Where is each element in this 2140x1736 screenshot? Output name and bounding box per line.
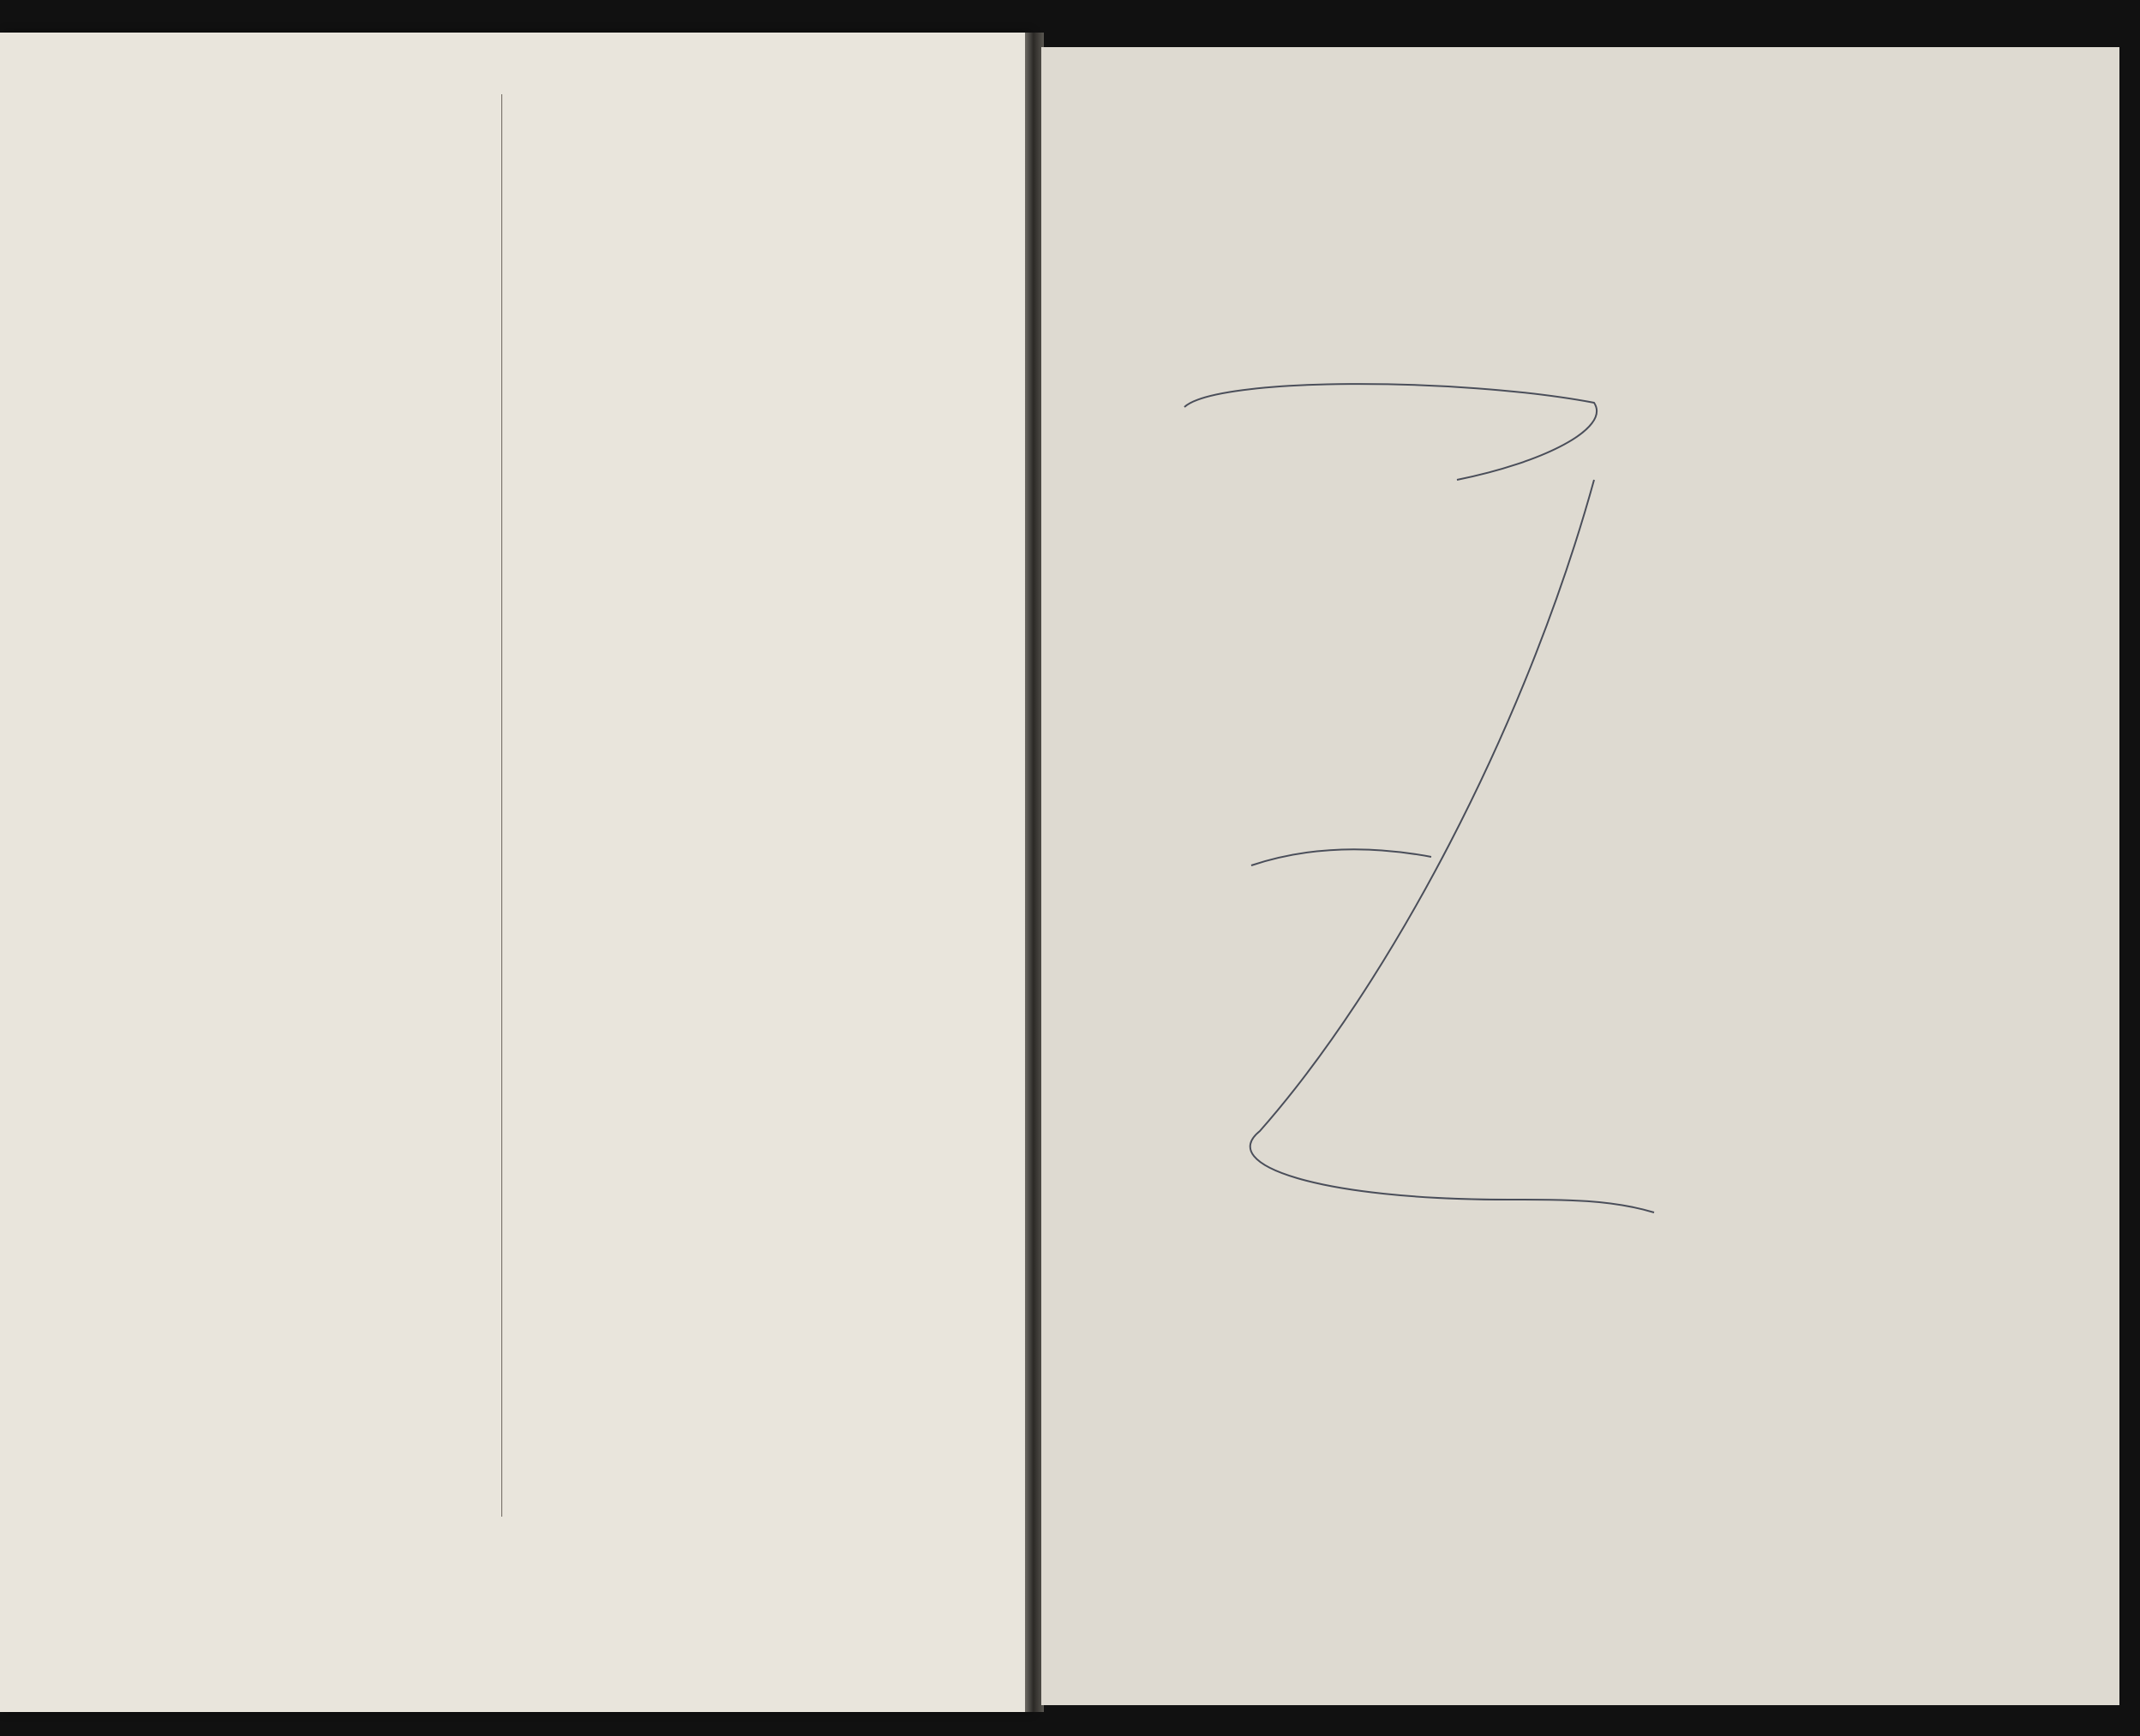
handwritten-strike-mark (1184, 384, 1654, 1212)
